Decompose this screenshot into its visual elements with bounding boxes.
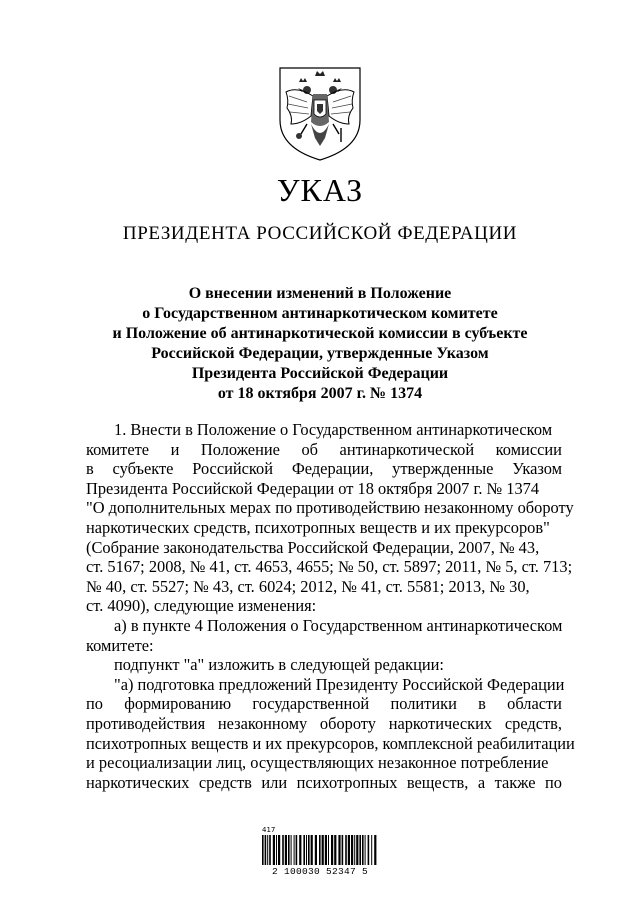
body-line [86,557,573,577]
body-word: формированию [124,694,232,714]
heading-line: Российской Федерации, утвержденные Указом [151,345,489,362]
body-word: политики [390,694,457,714]
body-word: утвержденные [392,459,494,479]
body-line [86,577,562,597]
body-word: а [477,772,486,792]
body-word: средств, [504,713,562,733]
body-line [86,753,562,773]
body-line [86,773,562,793]
body-word: ст. 4090), следующие изменения: [86,596,317,616]
body-word: или [261,772,288,792]
body-word: также [494,772,536,792]
heading-line: О внесении изменений в Положение [188,285,452,302]
body-word: № 40, ст. 5527; № 43, ст. 6024; 2012, № 41, ст. 5581; 2013, № 30, [86,576,530,596]
heading-line: о Государственном антинаркотическом комитете [142,305,498,322]
barcode-bars [260,835,380,865]
body-line [86,459,562,479]
body-word: Федерации, [291,459,374,479]
body-line [86,596,562,616]
body-line [86,538,562,558]
body-word: в [478,694,486,714]
body-word: наркотических [388,713,493,733]
body-word: веществ, [406,772,469,792]
body-word: наркотических средств, психотропных веществ и их прекурсоров" [86,517,550,537]
body-word: Президента Российской Федерации от 18 октября 2007 г. № 1374 [86,478,540,498]
body-word: Указом [512,459,562,479]
body-word: Российской [192,459,274,479]
decree-subtitle: ПРЕЗИДЕНТА РОССИЙСКОЙ ФЕДЕРАЦИИ [122,223,518,244]
decree-body [86,420,575,792]
body-word: психотропных [296,772,398,792]
decree-heading [80,284,560,404]
body-word: противодействия [86,713,206,733]
body-word: 1. Внести в Положение о Государственном антинаркотическом [114,420,553,439]
body-word: ст. 5167; 2008, № 41, ст. 4653, 4655; № 50, ст. 5897; 2011, № 5, ст. 713; [86,557,573,577]
body-line [86,714,562,734]
body-line [86,655,562,675]
body-word: антинаркотической [339,439,475,459]
body-word: Положение [200,439,280,459]
body-word: обороту [319,713,376,733]
body-word: об [301,439,318,459]
body-word: комитете [86,439,150,459]
body-word: наркотических [86,772,190,792]
decree-title: УКАЗ [276,172,364,208]
barcode [240,826,400,880]
body-line [86,694,562,714]
body-line [86,616,562,636]
body-word: комитете: [86,635,154,655]
body-line [86,636,562,656]
barcode-number: 2 100030 52347 5 [271,866,368,877]
body-word: по [86,694,103,714]
body-word: психотропных веществ и их прекурсоров, комплексной реабилитации [86,733,575,753]
body-word: средств [198,772,252,792]
body-word: государственной [252,694,370,714]
body-word: и [170,439,180,459]
heading-line: от 18 октября 2007 г. № 1374 [217,385,423,402]
russian-coat-of-arms-icon [277,64,363,162]
body-word: в [86,459,94,479]
body-word: комиссии [495,439,562,459]
body-line [86,733,575,754]
body-line [86,518,562,538]
body-word: "О дополнительных мерах по противодействию незаконному обороту [86,498,574,518]
body-line [86,498,574,518]
body-line [86,420,562,440]
body-word: по [545,772,562,792]
body-word: незаконному [217,713,308,733]
body-word: субъекте [112,459,174,479]
heading-line: Президента Российской Федерации [191,365,449,382]
barcode-mark: 417 [262,826,276,834]
heading-line: и Положение об антинаркотической комиссии в субъекте [112,325,528,342]
body-word: "а) подготовка предложений Президенту Российской Федерации [114,674,565,694]
body-line [86,479,562,499]
body-word: подпункт "а" изложить в следующей редакции: [114,655,444,675]
body-word: а) в пункте 4 Положения о Государственном антинаркотическом [114,615,563,635]
body-word: области [507,694,562,714]
body-line [86,440,562,460]
body-word: (Собрание законодательства Российской Федерации, 2007, № 43, [86,537,540,557]
body-word: и ресоциализации лиц, осуществляющих незаконное потребление [86,753,549,773]
body-line [86,674,565,695]
